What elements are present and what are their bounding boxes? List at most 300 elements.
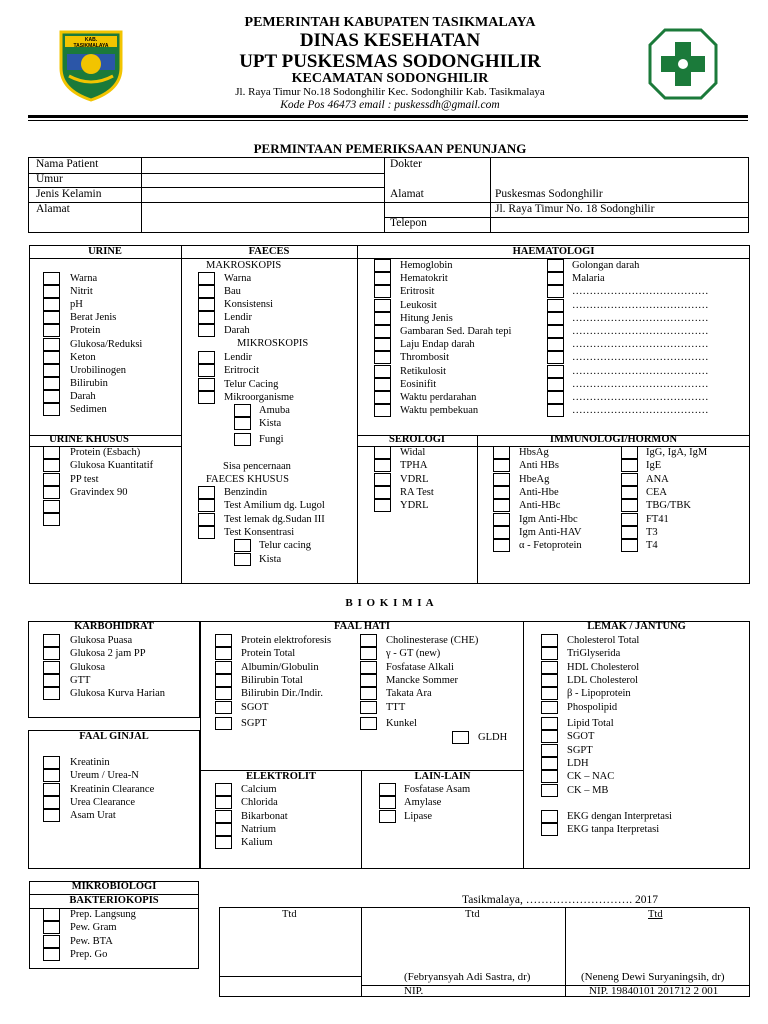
list-item-label: ………………………………… xyxy=(572,352,709,364)
list-item-label: Nitrit xyxy=(70,286,93,298)
list-item-label: Golongan darah xyxy=(572,260,640,271)
checkbox[interactable] xyxy=(360,701,377,714)
checkbox[interactable] xyxy=(360,634,377,647)
list-item-label: Hitung Jenis xyxy=(400,312,453,324)
list-item-label: Gravindex 90 xyxy=(70,487,128,499)
label-jenis-kelamin: Jenis Kelamin xyxy=(36,188,102,200)
checkbox[interactable] xyxy=(215,687,232,700)
checkbox[interactable] xyxy=(541,674,558,687)
list-item-label: Calcium xyxy=(241,784,277,795)
checkbox[interactable] xyxy=(547,272,564,285)
checkbox[interactable] xyxy=(493,526,510,539)
logo-puskesmas xyxy=(648,28,718,100)
header-line2: DINAS KESEHATAN xyxy=(299,30,481,51)
list-item-label: Ureum / Urea-N xyxy=(70,770,139,782)
list-item-label: Darah xyxy=(70,390,96,402)
list-item-label: Protein xyxy=(70,325,101,337)
checkbox[interactable] xyxy=(374,365,391,378)
label-alamat-dokter: Alamat xyxy=(390,188,424,200)
checkbox[interactable] xyxy=(43,473,60,486)
faeces-item-label: Bau xyxy=(224,286,241,298)
checkbox[interactable] xyxy=(621,513,638,526)
checkbox[interactable] xyxy=(43,486,60,499)
checkbox[interactable] xyxy=(43,364,60,377)
checkbox[interactable] xyxy=(541,701,558,714)
faeces-item-label: Telur Cacing xyxy=(224,378,279,390)
list-item-label: Asam Urat xyxy=(70,810,116,822)
list-item-label: Berat Jenis xyxy=(70,312,117,324)
lemak-item-label: Lipid Total xyxy=(567,718,614,729)
ttd-right: Ttd xyxy=(648,909,663,920)
checkbox[interactable] xyxy=(215,796,232,809)
checkbox[interactable] xyxy=(541,687,558,700)
checkbox[interactable] xyxy=(234,539,251,552)
checkbox[interactable] xyxy=(374,459,391,472)
header-line3: UPT PUSKESMAS SODONGHILIR xyxy=(239,51,541,72)
checkbox[interactable] xyxy=(234,417,251,430)
list-item-label: ………………………………… xyxy=(572,312,709,324)
ekg-label: EKG tanpa Iterpretasi xyxy=(567,824,660,836)
checkbox[interactable] xyxy=(198,285,215,298)
list-item-label: Kalium xyxy=(241,837,273,849)
faeces-item-label: Benzindin xyxy=(224,487,268,498)
lemak-item-label: CK – NAC xyxy=(567,771,615,783)
checkbox[interactable] xyxy=(215,701,232,714)
faal-hati-item-label: Albumin/Globulin xyxy=(241,661,319,673)
faeces-item-label: Lendir xyxy=(224,352,252,363)
header-line1: PEMERINTAH KABUPATEN TASIKMALAYA xyxy=(244,15,536,30)
lain-title: LAIN-LAIN xyxy=(414,771,471,782)
list-item-label: FT41 xyxy=(646,513,669,525)
checkbox[interactable] xyxy=(198,526,215,539)
checkbox[interactable] xyxy=(43,377,60,390)
list-item-label: Urea Clearance xyxy=(70,796,135,808)
list-item-label: Prep. Langsung xyxy=(70,909,136,920)
checkbox[interactable] xyxy=(198,324,215,337)
list-item-label: ………………………………… xyxy=(572,286,709,298)
checkbox[interactable] xyxy=(493,459,510,472)
makroskopis-label: MAKROSKOPIS xyxy=(206,260,282,271)
checkbox[interactable] xyxy=(360,687,377,700)
karbohidrat-title: KARBOHIDRAT xyxy=(74,621,154,632)
urine-khusus-title: URINE KHUSUS xyxy=(49,434,129,445)
faeces-item-label: Test lemak dg.Sudan III xyxy=(224,513,325,525)
checkbox[interactable] xyxy=(43,908,60,921)
checkbox[interactable] xyxy=(43,769,60,782)
list-item-label: Eosinifit xyxy=(400,378,437,390)
list-item-label: TPHA xyxy=(400,460,428,472)
faeces-item-label: Warna xyxy=(224,273,252,284)
checkbox[interactable] xyxy=(43,948,60,961)
list-item-label: Igm Anti-Hbc xyxy=(519,513,578,525)
list-item-label: Igm Anti-HAV xyxy=(519,526,582,538)
list-item-label: Lipase xyxy=(404,810,432,822)
checkbox[interactable] xyxy=(374,391,391,404)
list-item-label: ………………………………… xyxy=(572,339,709,351)
checkbox[interactable] xyxy=(374,312,391,325)
ekg-label: EKG dengan Interpretasi xyxy=(567,811,672,822)
faeces-sub-label: Telur cacing xyxy=(259,540,312,551)
checkbox[interactable] xyxy=(621,526,638,539)
logo-text: KAB. TASIKMALAYA xyxy=(73,37,109,49)
checkbox[interactable] xyxy=(43,661,60,674)
checkbox[interactable] xyxy=(198,311,215,324)
list-item-label: Anti-HBc xyxy=(519,500,561,512)
signer-1-name: (Febryansyah Adi Sastra, dr) xyxy=(404,971,531,983)
checkbox[interactable] xyxy=(234,433,251,446)
faal-ginjal-title: FAAL GINJAL xyxy=(79,731,149,742)
checkbox[interactable] xyxy=(215,661,232,674)
checkbox[interactable] xyxy=(621,539,638,552)
checkbox[interactable] xyxy=(541,744,558,757)
checkbox[interactable] xyxy=(379,796,396,809)
list-item-label: Glukosa xyxy=(70,661,105,673)
lemak-item-label: β - Lipoprotein xyxy=(567,688,631,700)
checkbox[interactable] xyxy=(43,446,60,459)
checkbox[interactable] xyxy=(198,378,215,391)
faeces-khusus-label: FAECES KHUSUS xyxy=(206,474,289,485)
list-item-label: Prep. Go xyxy=(70,949,108,961)
checkbox[interactable] xyxy=(360,661,377,674)
checkbox[interactable] xyxy=(493,513,510,526)
checkbox[interactable] xyxy=(374,338,391,351)
checkbox[interactable] xyxy=(374,272,391,285)
signer-1-nip: NIP. xyxy=(404,985,424,997)
alamat-value-2: Jl. Raya Timur No. 18 Sodonghilir xyxy=(495,203,655,215)
list-item-label: VDRL xyxy=(400,473,429,485)
list-item-label: Eritrosit xyxy=(400,286,435,298)
faeces-sub-label: Fungi xyxy=(259,434,284,445)
faeces-sub-label: Kista xyxy=(259,418,282,429)
checkbox[interactable] xyxy=(374,473,391,486)
elektrolit-title: ELEKTROLIT xyxy=(245,771,317,782)
lemak-item-label: Phospolipid xyxy=(567,701,618,713)
ttd-left: Ttd xyxy=(282,909,297,920)
faeces-title: FAECES xyxy=(248,246,290,257)
haematologi-title: HAEMATOLOGI xyxy=(512,246,595,257)
checkbox[interactable] xyxy=(43,647,60,660)
form-title: PERMINTAAN PEMERIKSAAN PENUNJANG xyxy=(253,141,527,156)
checkbox[interactable] xyxy=(379,810,396,823)
list-item-label: T3 xyxy=(646,526,658,538)
list-item-label: Thrombosit xyxy=(400,352,449,364)
checkbox[interactable] xyxy=(215,674,232,687)
checkbox[interactable] xyxy=(547,365,564,378)
checkbox[interactable] xyxy=(198,513,215,526)
list-item-label: Natrium xyxy=(241,823,276,835)
list-item-label: pH xyxy=(70,299,83,311)
checkbox[interactable] xyxy=(621,486,638,499)
list-item-label: α - Fetoprotein xyxy=(519,540,582,552)
urine-title: URINE xyxy=(88,246,122,257)
header-contact: Kode Pos 46473 email : puskessdh@gmail.com xyxy=(280,99,500,111)
checkbox[interactable] xyxy=(374,325,391,338)
list-item-label: Widal xyxy=(400,447,426,458)
checkbox[interactable] xyxy=(215,634,232,647)
list-item-label: Glukosa/Reduksi xyxy=(70,338,143,350)
checkbox[interactable] xyxy=(374,351,391,364)
signature-date: Tasikmalaya, ………………………. 2017 xyxy=(462,894,658,906)
checkbox[interactable] xyxy=(541,757,558,770)
checkbox[interactable] xyxy=(374,378,391,391)
list-item-label: ………………………………… xyxy=(572,326,709,337)
faal-hati-title: FAAL HATI xyxy=(334,621,390,632)
list-item-label: Glukosa Kurva Harian xyxy=(70,688,166,700)
list-item-label: Fosfatase Asam xyxy=(404,784,471,795)
list-item-label: T4 xyxy=(646,540,658,552)
checkbox[interactable] xyxy=(360,674,377,687)
checkbox[interactable] xyxy=(547,391,564,404)
gldh-label: GLDH xyxy=(478,732,508,743)
checkbox[interactable] xyxy=(198,391,215,404)
list-item-label: Kreatinin xyxy=(70,757,110,768)
list-item-label: RA Test xyxy=(400,486,434,498)
checkbox[interactable] xyxy=(234,404,251,417)
list-item-label: HbeAg xyxy=(519,473,550,485)
faeces-item-label: Test Amilium dg. Lugol xyxy=(224,500,325,512)
list-item-label: YDRL xyxy=(400,500,429,512)
checkbox[interactable] xyxy=(360,647,377,660)
faeces-item-label: Eritrocit xyxy=(224,365,259,377)
checkbox[interactable] xyxy=(547,325,564,338)
list-item-label: Laju Endap darah xyxy=(400,339,475,351)
checkbox[interactable] xyxy=(43,513,60,526)
checkbox[interactable] xyxy=(198,272,215,285)
list-item-label: Glukosa 2 jam PP xyxy=(70,648,146,660)
list-item-label: ………………………………… xyxy=(572,392,709,403)
checkbox[interactable] xyxy=(43,921,60,934)
checkbox[interactable] xyxy=(198,351,215,364)
list-item-label: Pew. Gram xyxy=(70,922,117,934)
checkbox[interactable] xyxy=(43,796,60,809)
list-item-label: Waktu pembekuan xyxy=(400,405,479,417)
faal-hati-item-label: TTT xyxy=(386,701,406,713)
checkbox[interactable] xyxy=(43,756,60,769)
faeces-item-label: Konsistensi xyxy=(224,299,274,311)
lemak-title: LEMAK / JANTUNG xyxy=(587,621,686,632)
checkbox[interactable] xyxy=(374,499,391,512)
checkbox[interactable] xyxy=(43,674,60,687)
checkbox[interactable] xyxy=(621,446,638,459)
checkbox[interactable] xyxy=(43,285,60,298)
faal-hati-item-label: Bilirubin Total xyxy=(241,674,303,686)
checkbox[interactable] xyxy=(215,783,232,796)
checkbox[interactable] xyxy=(43,459,60,472)
lemak-item-label: SGOT xyxy=(567,731,595,743)
checkbox[interactable] xyxy=(547,285,564,298)
checkbox[interactable] xyxy=(621,473,638,486)
checkbox[interactable] xyxy=(541,730,558,743)
lemak-item-label: SGPT xyxy=(567,744,593,756)
checkbox[interactable] xyxy=(43,935,60,948)
checkbox[interactable] xyxy=(547,404,564,417)
list-item-label: Keton xyxy=(70,351,96,363)
checkbox[interactable] xyxy=(374,285,391,298)
checkbox[interactable] xyxy=(374,404,391,417)
checkbox[interactable] xyxy=(547,338,564,351)
list-item-label: Chlorida xyxy=(241,797,278,809)
checkbox[interactable] xyxy=(198,499,215,512)
checkbox[interactable] xyxy=(493,446,510,459)
list-item-label: Kreatinin Clearance xyxy=(70,783,155,795)
checkbox[interactable] xyxy=(43,311,60,324)
list-item-label: CEA xyxy=(646,486,667,498)
signer-2-name: (Neneng Dewi Suryaningsih, dr) xyxy=(581,971,725,983)
list-item-label: PP test xyxy=(70,473,99,485)
list-item-label: Waktu perdarahan xyxy=(400,392,477,403)
list-item-label: Hematokrit xyxy=(400,273,448,285)
faal-hati-item-label: SGOT xyxy=(241,701,269,713)
checkbox[interactable] xyxy=(43,390,60,403)
checkbox[interactable] xyxy=(43,324,60,337)
label-telepon: Telepon xyxy=(390,217,427,229)
list-item-label: ………………………………… xyxy=(572,378,709,390)
lemak-item-label: Cholesterol Total xyxy=(567,635,640,646)
checkbox[interactable] xyxy=(621,499,638,512)
header-address: Jl. Raya Timur No.18 Sodonghilir Kec. Sodonghilir Kab. Tasikmalaya xyxy=(235,86,545,98)
checkbox[interactable] xyxy=(541,717,558,730)
label-nama: Nama Patient xyxy=(36,158,99,170)
checkbox[interactable] xyxy=(541,661,558,674)
faeces-item-label: Lendir xyxy=(224,312,252,324)
faal-hati-item-label: Bilirubin Dir./Indir. xyxy=(241,688,323,700)
checkbox[interactable] xyxy=(43,351,60,364)
checkbox[interactable] xyxy=(43,634,60,647)
list-item-label: ………………………………… xyxy=(572,365,709,377)
list-item-label: Hemoglobin xyxy=(400,260,453,271)
list-item-label: Protein (Esbach) xyxy=(70,447,141,458)
checkbox[interactable] xyxy=(493,499,510,512)
checkbox[interactable] xyxy=(547,259,564,272)
mikroskopis-label: MIKROSKOPIS xyxy=(237,338,309,349)
checkbox[interactable] xyxy=(198,364,215,377)
checkbox[interactable] xyxy=(547,312,564,325)
list-item-label: Glukosa Kuantitatif xyxy=(70,460,154,472)
checkbox[interactable] xyxy=(379,783,396,796)
checkbox[interactable] xyxy=(547,299,564,312)
faal-hati-item-label: Cholinesterase (CHE) xyxy=(386,635,479,646)
faeces-item-label: Mikroorganisme xyxy=(224,391,294,403)
faal-hati-item-label: Takata Ara xyxy=(386,688,432,700)
checkbox[interactable] xyxy=(43,687,60,700)
header-divider-thin xyxy=(28,120,748,121)
checkbox[interactable] xyxy=(541,770,558,783)
checkbox[interactable] xyxy=(215,810,232,823)
alamat-value-1: Puskesmas Sodonghilir xyxy=(495,188,603,200)
list-item-label: ANA xyxy=(646,473,669,485)
list-item-label: Gambaran Sed. Darah tepi xyxy=(400,326,512,337)
list-item-label: HbsAg xyxy=(519,447,549,458)
checkbox[interactable] xyxy=(234,553,251,566)
lemak-item-label: HDL Cholesterol xyxy=(567,661,640,673)
checkbox[interactable] xyxy=(43,809,60,822)
biokimia-title: B I O K I M I A xyxy=(345,597,435,609)
list-item-label: Anti-Hbe xyxy=(519,486,559,498)
list-item-label: IgG, IgA, IgM xyxy=(646,447,708,458)
list-item-label: Retikulosit xyxy=(400,365,447,377)
list-item-label: Glukosa Puasa xyxy=(70,635,133,646)
lemak-item-label: LDL Cholesterol xyxy=(567,674,639,686)
checkbox[interactable] xyxy=(43,403,60,416)
patient-table xyxy=(28,157,749,233)
label-dokter: Dokter xyxy=(390,158,422,170)
list-item-label: Pew. BTA xyxy=(70,935,113,947)
immuno-title: IMMUNOLOGI/HORMON xyxy=(549,434,678,445)
faal-hati-item-label: Kunkel xyxy=(386,718,417,729)
checkbox[interactable] xyxy=(360,717,377,730)
label-umur: Umur xyxy=(36,173,63,185)
bakteriokopis-title: BAKTERIOKOPIS xyxy=(69,895,159,906)
list-item-label: Malaria xyxy=(572,273,605,285)
checkbox[interactable] xyxy=(43,338,60,351)
checkbox[interactable] xyxy=(493,473,510,486)
checkbox[interactable] xyxy=(547,378,564,391)
checkbox[interactable] xyxy=(215,647,232,660)
list-item-label: Urobilinogen xyxy=(70,364,126,376)
faeces-sub-label: Kista xyxy=(259,554,282,565)
list-item-label: Warna xyxy=(70,273,98,284)
checkbox[interactable] xyxy=(452,731,469,744)
checkbox[interactable] xyxy=(541,647,558,660)
list-item-label: Amylase xyxy=(404,797,442,809)
checkbox[interactable] xyxy=(374,259,391,272)
list-item-label: Anti HBs xyxy=(519,460,559,472)
checkbox[interactable] xyxy=(547,351,564,364)
faal-hati-item-label: γ - GT (new) xyxy=(386,648,441,660)
checkbox[interactable] xyxy=(493,539,510,552)
checkbox[interactable] xyxy=(541,823,558,836)
checkbox[interactable] xyxy=(43,783,60,796)
checkbox[interactable] xyxy=(198,486,215,499)
ttd-middle: Ttd xyxy=(465,909,480,920)
faal-hati-item-label: Mancke Sommer xyxy=(386,674,459,686)
checkbox[interactable] xyxy=(621,459,638,472)
faeces-item-label: Test Konsentrasi xyxy=(224,526,295,538)
faal-hati-item-label: Protein Total xyxy=(241,648,296,660)
checkbox[interactable] xyxy=(374,486,391,499)
lemak-item-label: CK – MB xyxy=(567,784,609,796)
checkbox[interactable] xyxy=(215,836,232,849)
checkbox[interactable] xyxy=(493,486,510,499)
lemak-item-label: LDH xyxy=(567,757,589,769)
lemak-item-label: TriGlyserida xyxy=(567,648,621,660)
checkbox[interactable] xyxy=(215,823,232,836)
sisa-pencernaan-label: Sisa pencernaan xyxy=(223,461,291,472)
checkbox[interactable] xyxy=(541,810,558,823)
list-item-label: GTT xyxy=(70,674,91,686)
checkbox[interactable] xyxy=(43,500,60,513)
list-item-label: TBG/TBK xyxy=(646,500,691,512)
checkbox[interactable] xyxy=(541,634,558,647)
header-divider xyxy=(28,115,748,118)
checkbox[interactable] xyxy=(198,298,215,311)
faal-hati-item-label: Fosfatase Alkali xyxy=(386,661,454,673)
checkbox[interactable] xyxy=(215,717,232,730)
checkbox[interactable] xyxy=(374,299,391,312)
checkbox[interactable] xyxy=(43,298,60,311)
checkbox[interactable] xyxy=(541,784,558,797)
mikrobiologi-title: MIKROBIOLOGI xyxy=(71,881,157,892)
serologi-title: SEROLOGI xyxy=(388,434,446,445)
header-line4: KECAMATAN SODONGHILIR xyxy=(291,71,489,86)
checkbox[interactable] xyxy=(374,446,391,459)
list-item-label: ………………………………… xyxy=(572,405,709,417)
signer-2-nip: NIP. 19840101 201712 2 001 xyxy=(589,985,719,997)
list-item-label: Sedimen xyxy=(70,404,107,415)
faal-hati-item-label: Protein elektroforesis xyxy=(241,635,332,646)
list-item-label: Bilirubin xyxy=(70,377,108,389)
checkbox[interactable] xyxy=(43,272,60,285)
